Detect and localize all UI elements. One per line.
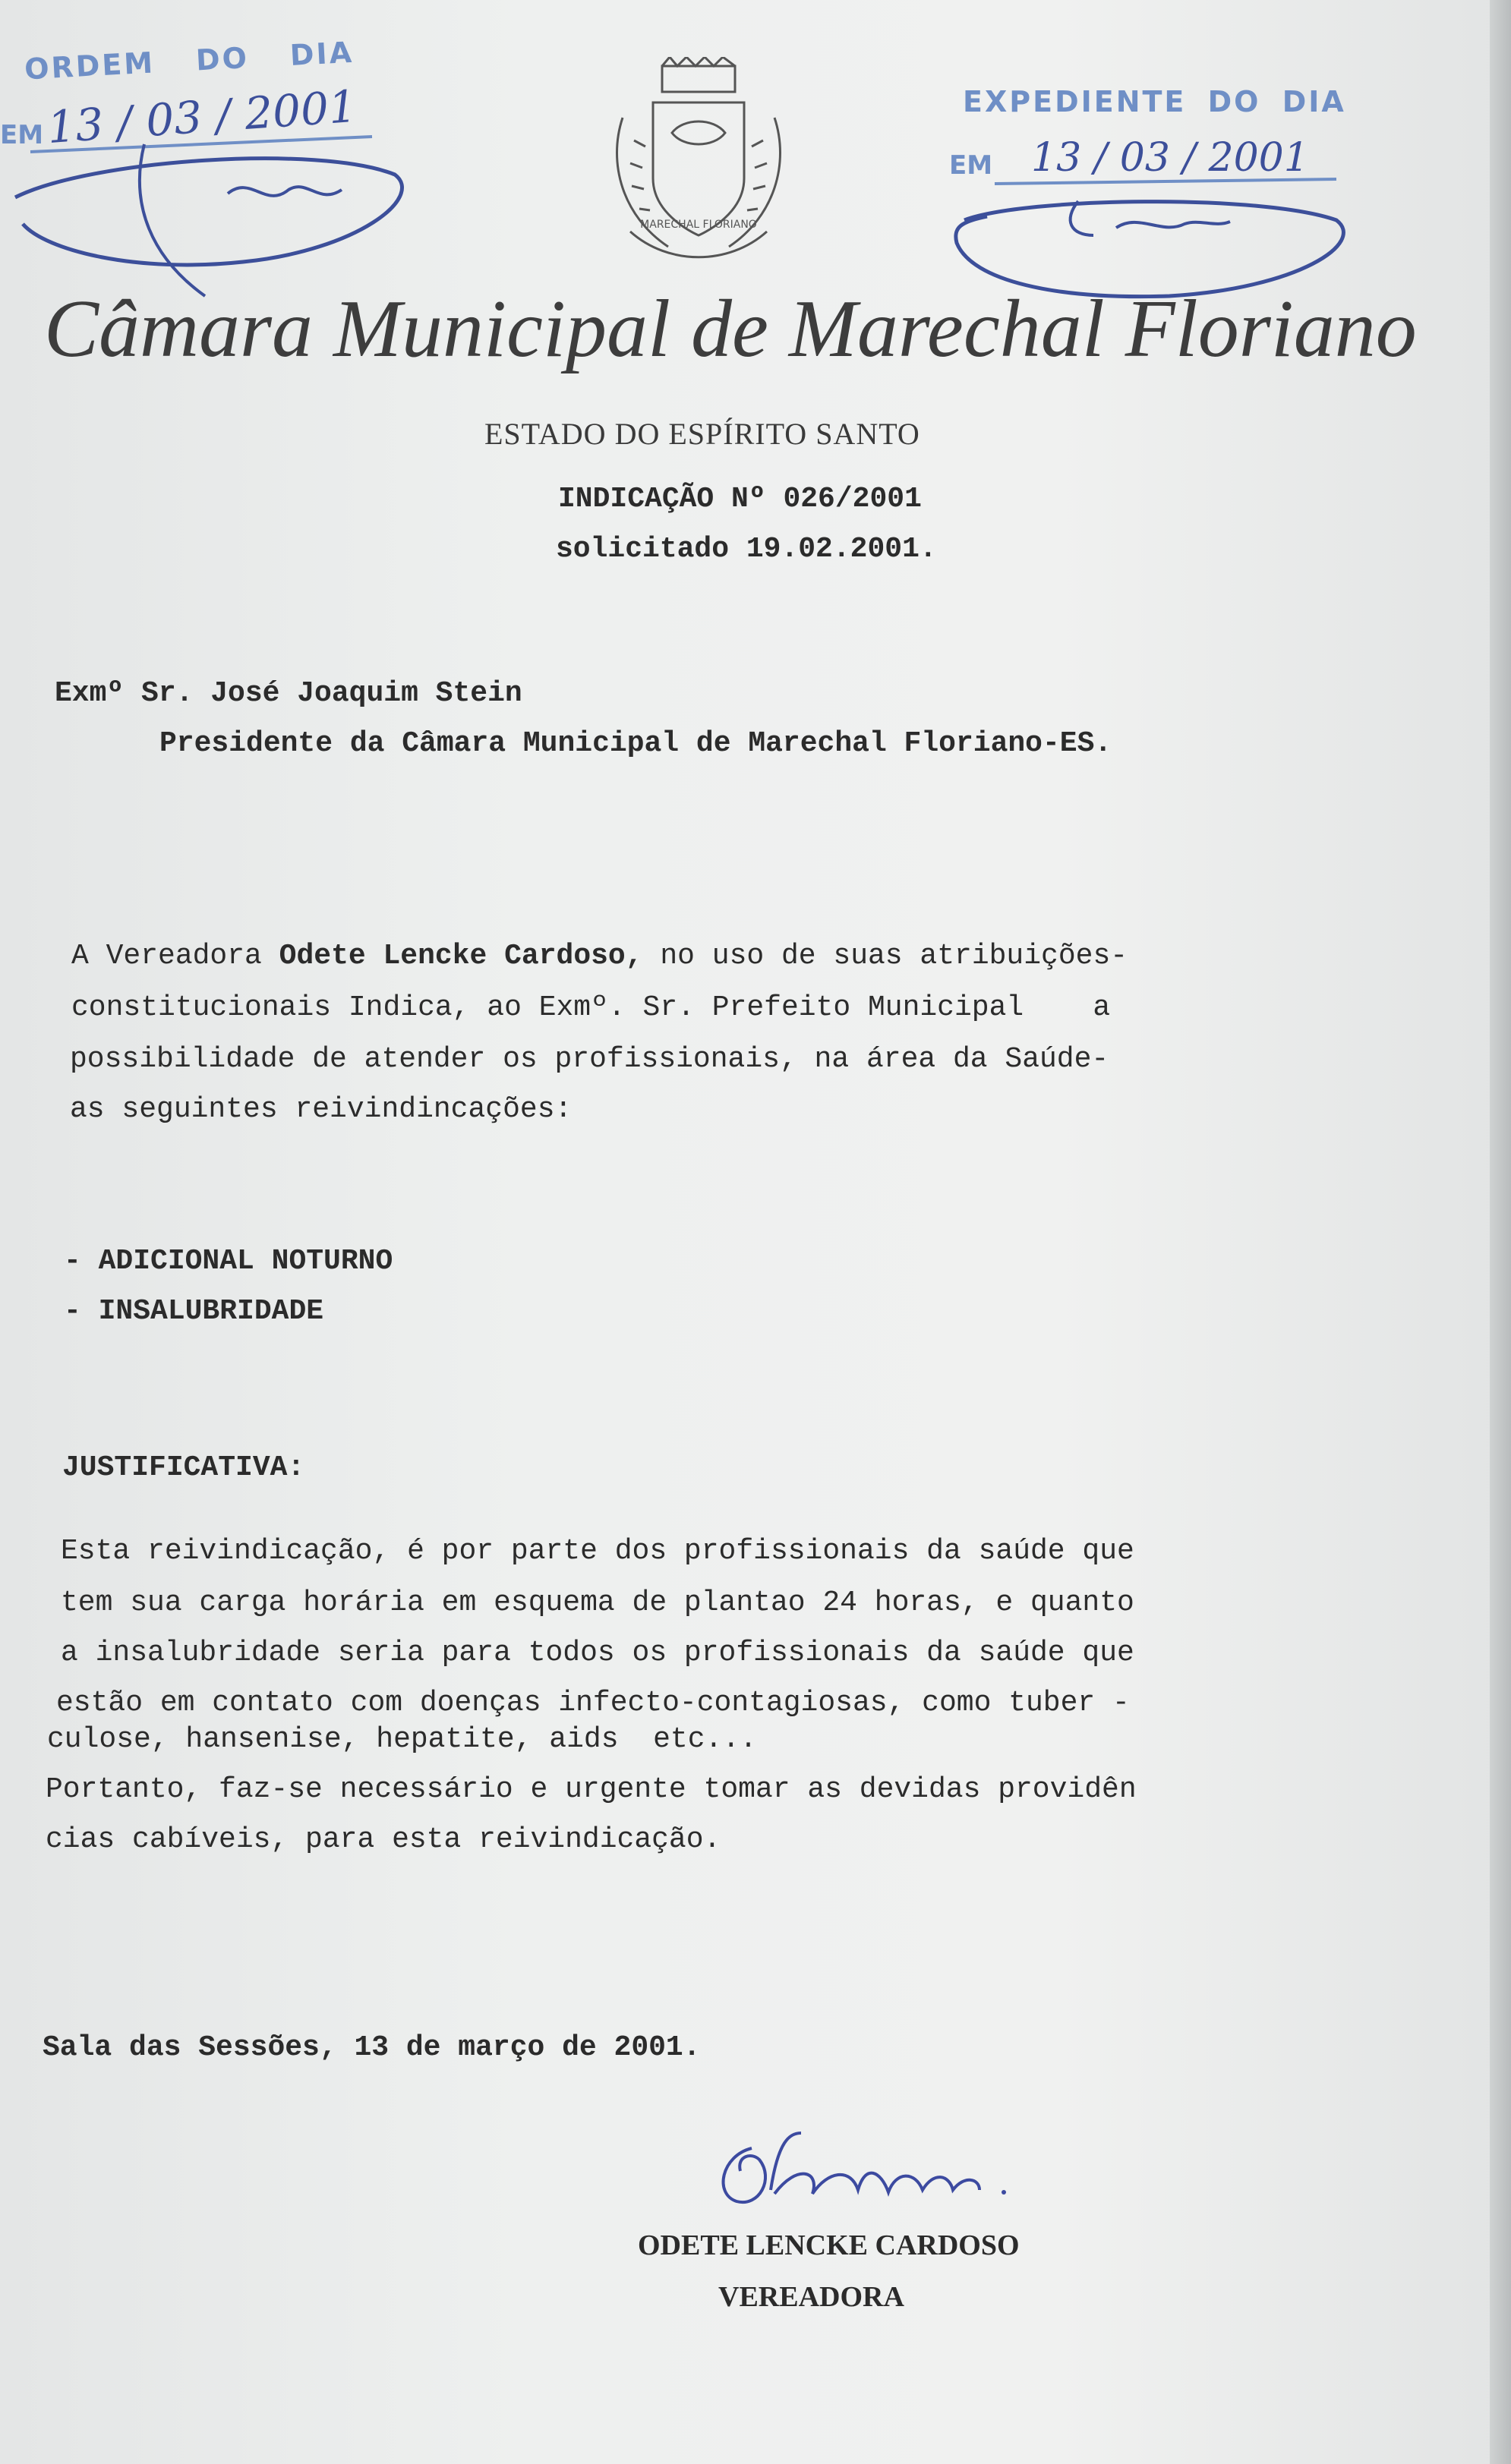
- item-adicional-noturno: - ADICIONAL NOTURNO: [64, 1245, 393, 1278]
- body-intro: A Vereadora: [71, 940, 279, 972]
- municipal-crest-icon: [600, 57, 797, 269]
- signer-name: ODETE LENCKE CARDOSO: [638, 2229, 1020, 2261]
- justificativa-line-5: culose, hansenise, hepatite, aids etc...: [47, 1723, 757, 1756]
- signature-image: [706, 2118, 1025, 2224]
- crest-text: MARECHAL FLORIANO: [640, 219, 757, 231]
- justificativa-heading: JUSTIFICATIVA:: [62, 1451, 305, 1484]
- stamp-ordem-date: 13 / 03 / 2001: [46, 80, 358, 154]
- state-subtitle: ESTADO DO ESPÍRITO SANTO: [484, 417, 920, 451]
- justificativa-line-7: cias cabíveis, para esta reivindicação.: [46, 1823, 721, 1856]
- addressee-line-1: Exmº Sr. José Joaquim Stein: [55, 677, 522, 710]
- body-line-3: possibilidade de atender os profissionais, na área da Saúde-: [70, 1043, 1109, 1076]
- stamp-ordem-handwriting: [0, 46, 425, 304]
- body-line-2: constitucionais Indica, ao Exmº. Sr. Prefeito Municipal a: [71, 991, 1111, 1024]
- indicacao-requested-date: solicitado 19.02.2001.: [556, 533, 937, 566]
- justificativa-line-3: a insalubridade seria para todos os profissionais da saúde que: [61, 1637, 1134, 1669]
- addressee-line-2: Presidente da Câmara Municipal de Marechal Floriano-ES.: [159, 727, 1112, 760]
- stamp-expediente-em: EM: [949, 150, 993, 181]
- body-line-1: [71, 940, 1128, 972]
- justificativa-line-6: Portanto, faz-se necessário e urgente tomar as devidas providên: [46, 1773, 1137, 1806]
- councilwoman-name: Odete Lencke Cardoso,: [279, 940, 643, 972]
- stamp-ordem-em: EM: [0, 120, 44, 150]
- chamber-title: Câmara Municipal de Marechal Floriano: [44, 284, 1417, 374]
- body-line-1-rest: no uso de suas atribuições-: [642, 940, 1128, 972]
- page-edge-shadow: [1490, 0, 1511, 2464]
- justificativa-line-1: Esta reivindicação, é por parte dos profissionais da saúde que: [61, 1535, 1134, 1568]
- place-and-date: Sala das Sessões, 13 de março de 2001.: [43, 2031, 701, 2064]
- signer-role: VEREADORA: [718, 2281, 904, 2313]
- item-insalubridade: - INSALUBRIDADE: [64, 1295, 324, 1328]
- justificativa-line-4: estão em contato com doenças infecto-contagiosas, como tuber -: [56, 1687, 1130, 1719]
- body-line-4: as seguintes reivindincações:: [70, 1093, 573, 1126]
- stamp-expediente-label: EXPEDIENTE DO DIA: [963, 85, 1346, 118]
- stamp-ordem-label: ORDEM DO DIA: [24, 35, 355, 87]
- justificativa-line-2: tem sua carga horária em esquema de plantao 24 horas, e quanto: [61, 1586, 1134, 1619]
- indicacao-number: INDICAÇÃO Nº 026/2001: [558, 483, 922, 515]
- stamp-expediente-date: 13 / 03 / 2001: [1031, 135, 1309, 181]
